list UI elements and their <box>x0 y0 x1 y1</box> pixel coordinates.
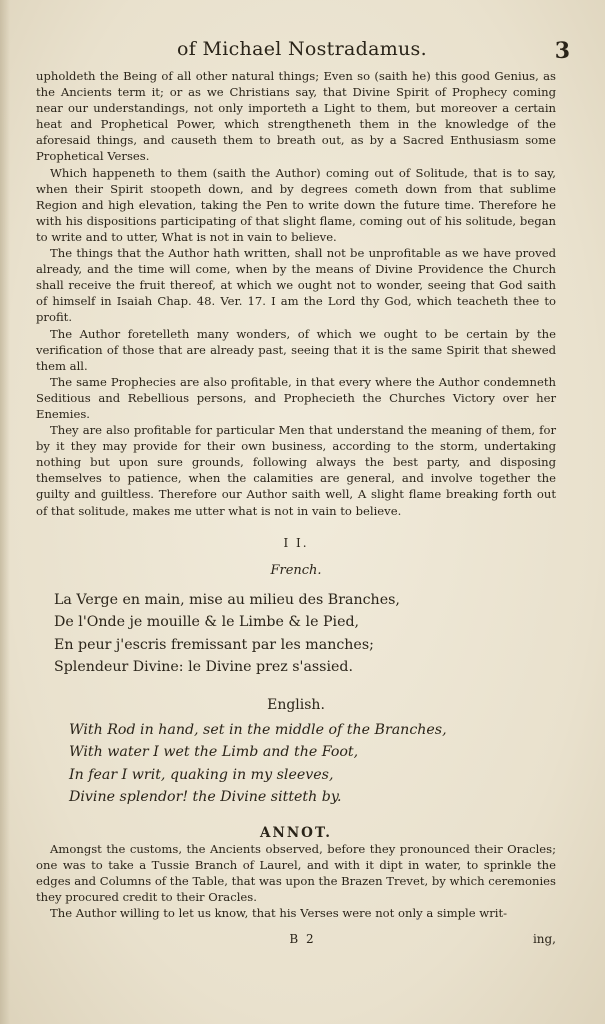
page-spine-shadow <box>0 0 10 1024</box>
verse-line: En peur j'escris fremissant par les manches; <box>54 636 374 653</box>
verse-line: With Rod in hand, set in the middle of the Branches, <box>69 721 447 738</box>
catchword: ing, <box>532 932 556 946</box>
verse-line: La Verge en main, mise au milieu des Branches, <box>54 591 400 608</box>
paragraph: The things that the Author hath written, shall not be unprofitable as we have proved already, and the time will come, when by the means of Divine Providence the Church shall receive the fruit thereof, at which we ought not to wonder, seeing that God saith of himself in Isaiah Chap. 48. Ver. 17. I am the Lord thy God, which teacheth thee to profit. <box>36 246 556 325</box>
paragraph: The same Prophecies are also profitable, in that every where the Author condemneth Seditious and Rebellious persons, and Prophecieth the Churches Victory over her Enemies. <box>36 374 556 421</box>
page-number: 3 <box>554 38 570 64</box>
verse-line: De l'Onde je mouille & le Limbe & le Pied, <box>54 614 360 631</box>
section-number: I I. <box>283 535 309 550</box>
annot-paragraph: Amongst the customs, the Ancients observed, before they pronounced their Oracles; one was to take a Tussie Branch of Laurel, and with it dipt in water, to sprinkle the edges and Columns of the Table, that was upon the Brazen Trevet, by which ceremonies they procured credit to their Oracles. <box>36 842 556 905</box>
annot-paragraph: The Author willing to let us know, that his Verses were not only a simple writ- <box>50 906 508 921</box>
signature-mark: B 2 <box>289 932 316 946</box>
paragraph: They are also profitable for particular Men that understand the meaning of them, for by it they may provide for their own business, according to the storm, undertaking nothing but upon sure grounds, following always the best party, and disposing themselves to patience, when the calamities are general, and involve together the guilty and guiltless. Therefore our Author saith well, A slight flame breaking forth out of that solitude, makes me utter what is not in vain to believe. <box>36 423 556 518</box>
verse-line: Divine splendor! the Divine sitteth by. <box>69 789 342 806</box>
annot-heading: ANNOT. <box>260 824 332 841</box>
verse-line: In fear I writ, quaking in my sleeves, <box>69 766 334 783</box>
english-stanza <box>69 719 556 809</box>
paragraph: upholdeth the Being of all other natural things; Even so (saith he) this good Genius, as the Ancients term it; or as we Christians say, that Divine Spirit of Prophecy coming near our understandings, not only importeth a Light to them, but moreover a certain heat and Prophetical Power, which strengtheneth them in the knowledge of the aforesaid things, and causeth them to breath out, as by a Sacred Enthusiasm some Prophetical Verses. <box>36 69 556 164</box>
english-heading: English. <box>267 696 325 713</box>
running-head: of Michael Nostradamus. <box>177 38 427 60</box>
verse-line: With water I wet the Limb and the Foot, <box>69 744 359 761</box>
paragraph: The Author foretelleth many wonders, of which we ought to be certain by the verification of those that are already past, seeing that it is the same Spirit that shewed them all. <box>36 326 556 373</box>
page-header <box>34 38 570 66</box>
page-body <box>36 68 556 921</box>
french-stanza <box>54 589 556 679</box>
french-heading: French. <box>270 562 322 578</box>
paragraph: Which happeneth to them (saith the Author) coming out of Solitude, that is to say, when their Spirit stoopeth down, and by degrees cometh down from that sublime Region and high elevation, taking the Pen to write down the future time. Therefore he with his dispositions participating of that slight flame, coming out of his solitude, began to write and to utter, What is not in vain to believe. <box>36 165 556 244</box>
verse-line: Splendeur Divine: le Divine prez s'assied. <box>54 659 353 676</box>
